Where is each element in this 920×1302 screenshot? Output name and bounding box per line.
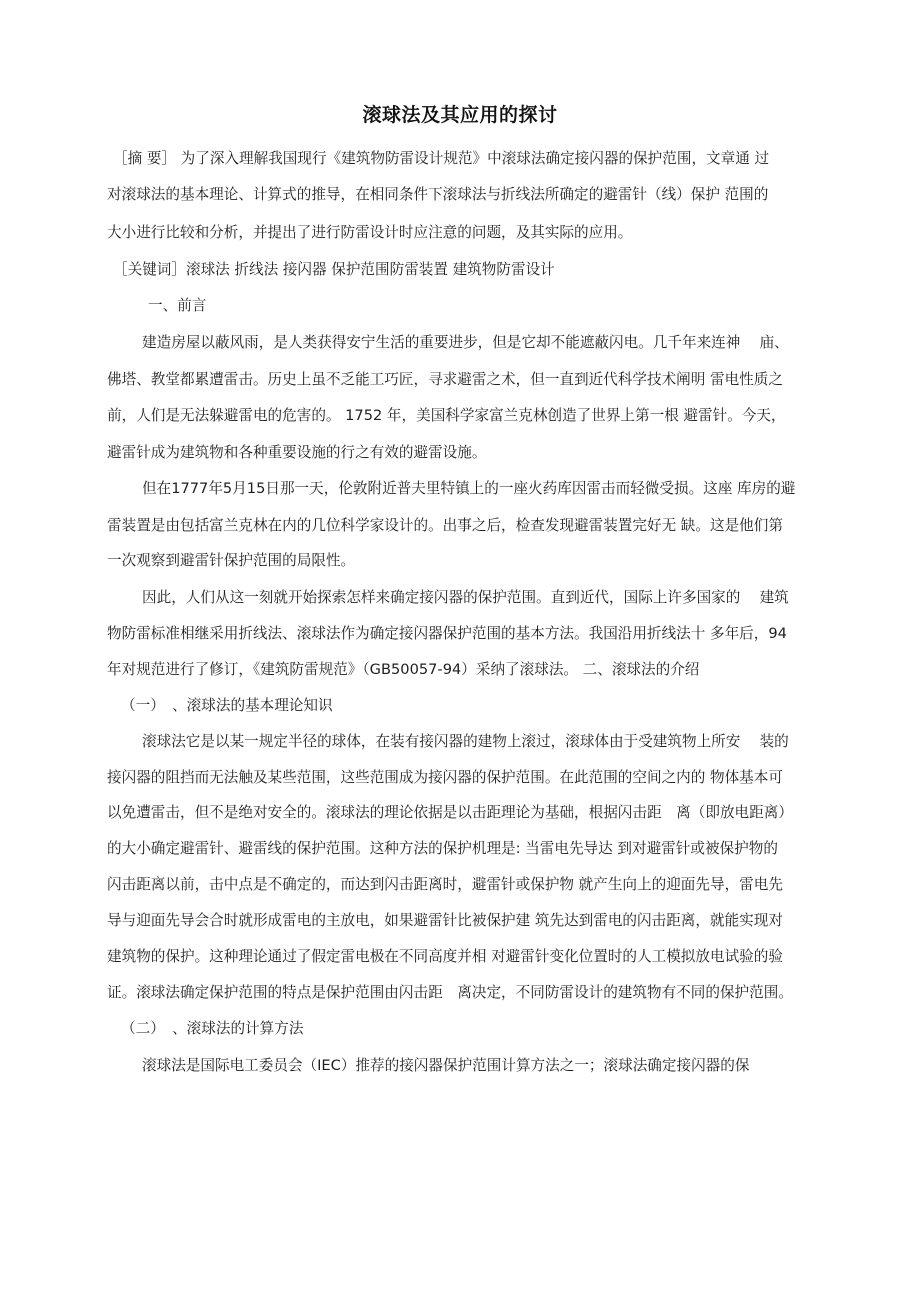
paragraph-line: 年对规范进行了修订，《建筑防雷规范》（GB50057-94）采纳了滚球法。 二、滚球法的介绍: [107, 661, 700, 678]
paragraph-line: 但在1777年5月15日那一天，伦敦附近普夫里特镇上的一座火药库因雷击而轻微受损。这座 库房的避: [142, 480, 796, 497]
paragraph-line: 导与迎面先导会合时就形成雷电的主放电，如果避雷针比被保护建 筑先达到雷电的闪击距离，就能实现对: [107, 912, 783, 929]
paragraph-line: 证。滚球法确定保护范围的特点是保护范围由闪击距 离决定，不同防雷设计的建筑物有不同的保护范围。: [107, 984, 793, 1001]
paragraph-line: 以免遭雷击，但不是绝对安全的。滚球法的理论依据是以击距理论为基础，根据闪击距 离（即放电距离）: [107, 804, 793, 821]
paragraph-line: 避雷针成为建筑物和各种重要设施的行之有效的避雷设施。: [107, 444, 487, 461]
paragraph-line: 滚球法它是以某一规定半径的球体，在装有接闪器的建物上滚过，滚球体由于受建筑物上所安 装的: [142, 733, 789, 750]
paragraph-line: 接闪器的阻挡而无法触及某些范围，这些范围成为接闪器的保护范围。在此范围的空间之内的 物体基本可: [107, 769, 783, 786]
paragraph-line: 佛塔、教堂都累遭雷击。历史上虽不乏能工巧匠，寻求避雷之术，但一直到近代科学技术阐明 雷电性质之: [107, 371, 783, 388]
paragraph-line: 滚球法是国际电工委员会（IEC）推荐的接闪器保护范围计算方法之一；滚球法确定接闪器的保: [142, 1057, 750, 1074]
paragraph-line: 的大小确定避雷针、避雷线的保护范围。这种方法的保护机理是: 当雷电先导达 到对避雷针或被保护物的: [107, 840, 778, 857]
section-heading: 一、前言: [148, 297, 207, 314]
paragraph-line: 物防雷标准相继采用折线法、滚球法作为确定接闪器保护范围的基本方法。我国沿用折线法十 多年后，94: [107, 625, 787, 642]
paragraph-line: 前，人们是无法躲避雷电的危害的。 1752 年，美国科学家富兰克林创造了世界上第一根 避雷针。今天，: [107, 407, 786, 424]
document-title: 滚球法及其应用的探讨: [362, 104, 558, 126]
paragraph-line: 闪击距离以前，击中点是不确定的，而达到闪击距离时，避雷针或保护物 就产生向上的迎面先导，雷电先: [107, 876, 783, 893]
keywords-line: ［关键词］滚球法 折线法 接闪器 保护范围防雷装置 建筑物防雷设计: [113, 261, 555, 278]
paragraph-line: 建筑物的保护。这种理论通过了假定雷电极在不同高度并相 对避雷针变化位置时的人工模拟放电试验的验: [107, 948, 783, 965]
paragraph-line: 因此，人们从这一刻就开始探索怎样来确定接闪器的保护范围。直到近代，国际上许多国家的 建筑: [142, 589, 789, 606]
paragraph-line: 雷装置是由包括富兰克林在内的几位科学家设计的。出事之后，检查发现避雷装置完好无 缺。这是他们第: [107, 517, 783, 534]
abstract-line: 对滚球法的基本理论、计算式的推导，在相同条件下滚球法与折线法所确定的避雷针（线）保护 范围的: [107, 186, 769, 203]
paragraph-line: 建造房屋以蔽风雨，是人类获得安宁生活的重要进步，但是它却不能遮蔽闪电。几千年来连神 庙、: [142, 334, 789, 351]
abstract-line: 大小进行比较和分析，并提出了进行防雷设计时应注意的问题，及其实际的应用。: [107, 224, 633, 241]
abstract-line: ［摘 要］ 为了深入理解我国现行《建筑物防雷设计规范》中滚球法确定接闪器的保护范围，文章通 过: [113, 150, 770, 167]
paragraph-line: 一次观察到避雷针保护范围的局限性。: [107, 552, 356, 569]
subsection-heading: （二） 、滚球法的计算方法: [121, 1020, 304, 1037]
subsection-heading: （一） 、滚球法的基本理论知识: [121, 697, 333, 714]
